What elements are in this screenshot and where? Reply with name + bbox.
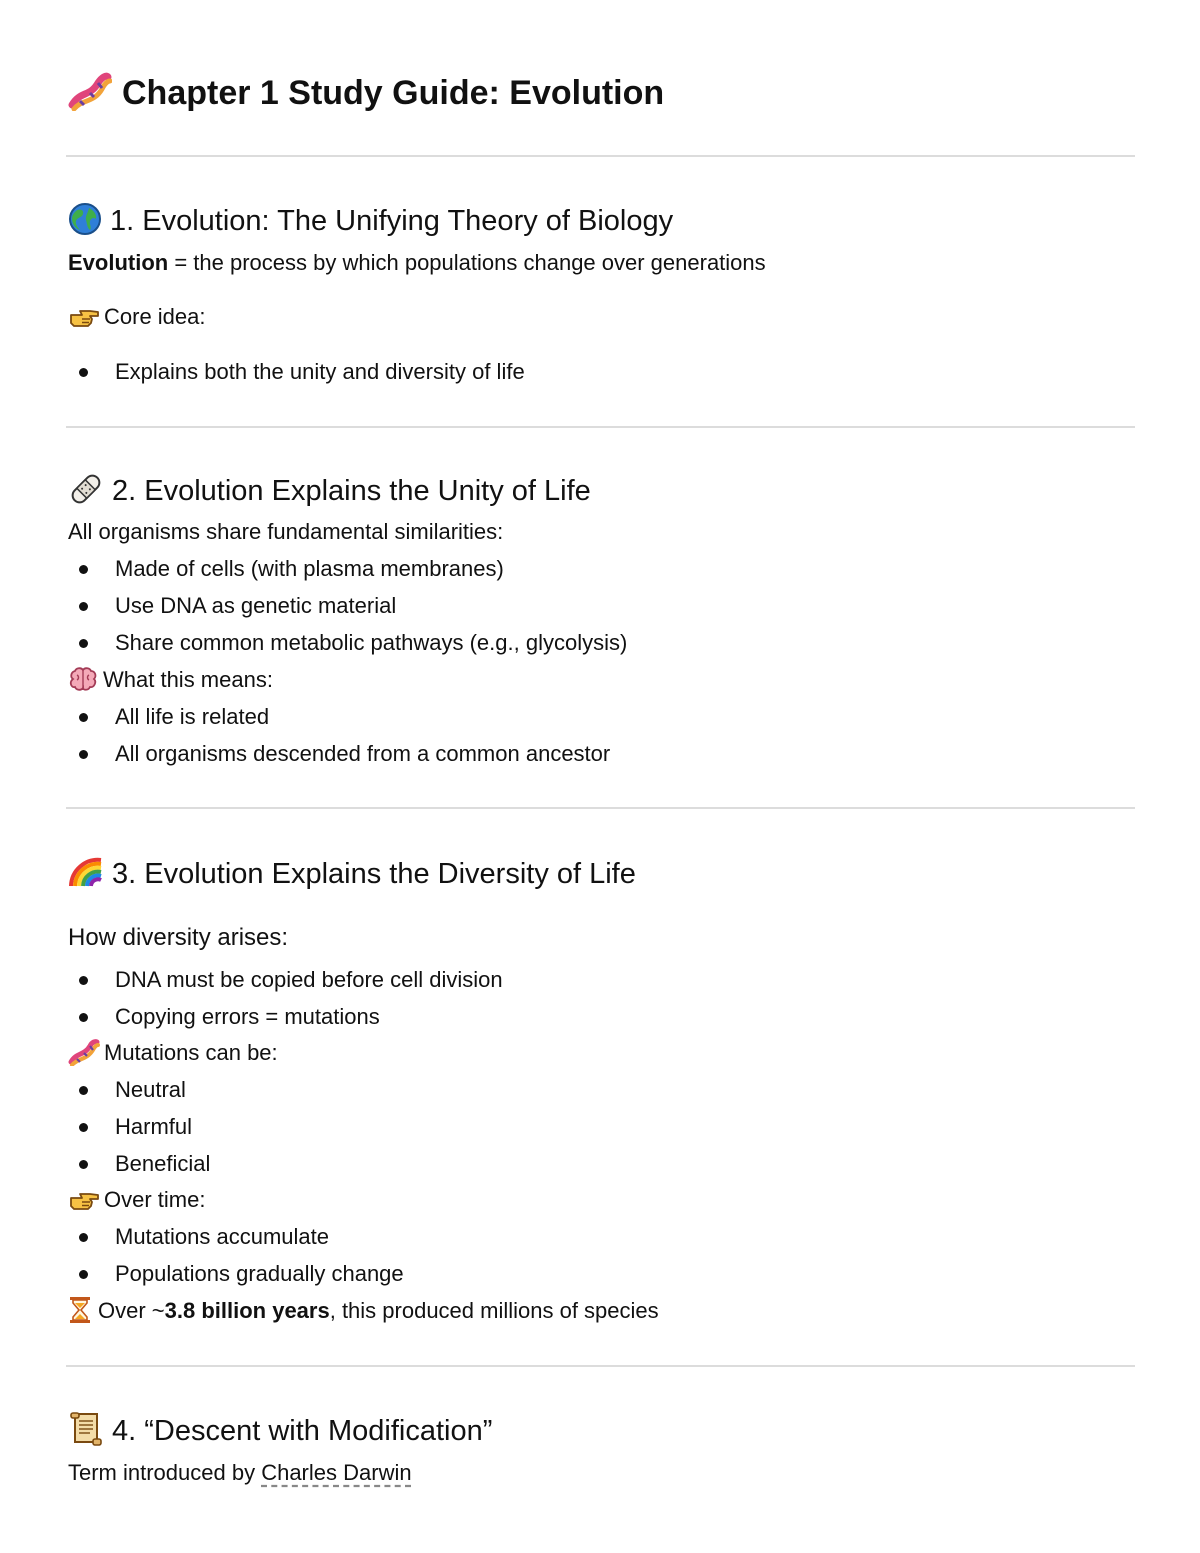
core-idea-text: Core idea:: [104, 304, 206, 329]
list-item: [115, 554, 504, 584]
term-introduced-by: [68, 1458, 412, 1488]
bullet-dot: [79, 639, 88, 648]
bandage-icon: [68, 471, 104, 507]
list-item-text: DNA must be copied before cell division: [115, 967, 503, 992]
charles-darwin-link[interactable]: Charles Darwin: [261, 1460, 412, 1485]
list-item: [115, 965, 503, 995]
list-item-text: Explains both the unity and diversity of life: [115, 359, 525, 384]
pointing-hand-icon: [68, 303, 100, 329]
section-2-heading: [68, 471, 591, 511]
bullet-dot: [79, 1086, 88, 1095]
list-item-text: Use DNA as genetic material: [115, 593, 397, 618]
mutations-can-be-text: Mutations can be:: [104, 1040, 278, 1065]
list-item-text: All organisms descended from a common ancestor: [115, 741, 611, 766]
definition-term: Evolution: [68, 250, 169, 275]
list-item-text: Copying errors = mutations: [115, 1004, 380, 1029]
list-item-text: Neutral: [115, 1077, 186, 1102]
section-2-heading-text: 2. Evolution Explains the Unity of Life: [112, 475, 591, 507]
over-time-label: [68, 1185, 205, 1215]
list-item: [115, 1002, 380, 1032]
bullet-dot: [79, 1013, 88, 1022]
section-1-heading-text: 1. Evolution: The Unifying Theory of Biology: [110, 205, 674, 237]
globe-icon: [68, 202, 102, 236]
list-item: [115, 1222, 329, 1252]
summary-bold: 3.8 billion years: [164, 1298, 330, 1323]
section-3-heading: [68, 854, 636, 894]
pointing-hand-icon: [68, 1186, 100, 1212]
list-item-text: Harmful: [115, 1114, 193, 1139]
dna-icon: [68, 71, 112, 111]
bullet-dot: [79, 565, 88, 574]
list-item-text: All life is related: [115, 704, 270, 729]
divider: [66, 426, 1135, 428]
brain-icon: [68, 666, 98, 692]
bullet-dot: [79, 602, 88, 611]
hourglass-icon: [68, 1296, 92, 1324]
list-item-text: Beneficial: [115, 1151, 211, 1176]
how-diversity-arises: How diversity arises:: [68, 924, 289, 951]
scroll-icon: [68, 1411, 104, 1447]
section-3-heading-text: 3. Evolution Explains the Diversity of Life: [112, 858, 636, 890]
what-this-means-text: What this means:: [103, 667, 273, 692]
section-4-heading: [68, 1411, 492, 1451]
billion-years-summary: [68, 1296, 659, 1326]
list-item: [115, 739, 610, 769]
divider: [66, 1365, 1135, 1367]
bullet-dot: [79, 1270, 88, 1279]
list-item-text: Populations gradually change: [115, 1261, 404, 1286]
list-item: [115, 628, 627, 658]
evolution-definition: [68, 248, 766, 278]
term-pre: Term introduced by: [68, 1460, 262, 1485]
bullet-dot: [79, 1123, 88, 1132]
section-1-heading: [68, 201, 673, 241]
list-item: [115, 1075, 186, 1105]
dna-icon: [68, 1038, 100, 1066]
what-this-means-label: [68, 665, 273, 695]
bullet-dot: [79, 713, 88, 722]
list-item-text: Made of cells (with plasma membranes): [115, 556, 504, 581]
summary-pre: Over ~: [98, 1298, 165, 1323]
list-item: [115, 1112, 192, 1142]
rainbow-icon: [68, 856, 104, 888]
list-item: [115, 591, 396, 621]
page-title: [68, 70, 664, 116]
bullet-dot: [79, 976, 88, 985]
bullet-dot: [79, 750, 88, 759]
divider: [66, 807, 1135, 809]
summary-post: , this produced millions of species: [329, 1298, 659, 1323]
over-time-text: Over time:: [104, 1187, 206, 1212]
list-item: [115, 702, 269, 732]
mutations-can-be-label: [68, 1038, 278, 1068]
bullet-dot: [79, 1233, 88, 1242]
definition-text: = the process by which populations change over generations: [168, 250, 766, 275]
list-item: [115, 1259, 404, 1289]
list-item: [115, 1149, 210, 1179]
core-idea-label: [68, 302, 206, 332]
list-item-text: Share common metabolic pathways (e.g., glycolysis): [115, 630, 628, 655]
list-item-text: Mutations accumulate: [115, 1224, 329, 1249]
bullet-dot: [79, 1160, 88, 1169]
bullet-dot: [79, 368, 88, 377]
page-title-text: Chapter 1 Study Guide: Evolution: [122, 74, 665, 112]
list-item: [115, 357, 525, 387]
unity-intro: All organisms share fundamental similarities:: [68, 519, 504, 544]
divider: [66, 155, 1135, 157]
section-4-heading-text: 4. “Descent with Modification”: [112, 1415, 493, 1447]
